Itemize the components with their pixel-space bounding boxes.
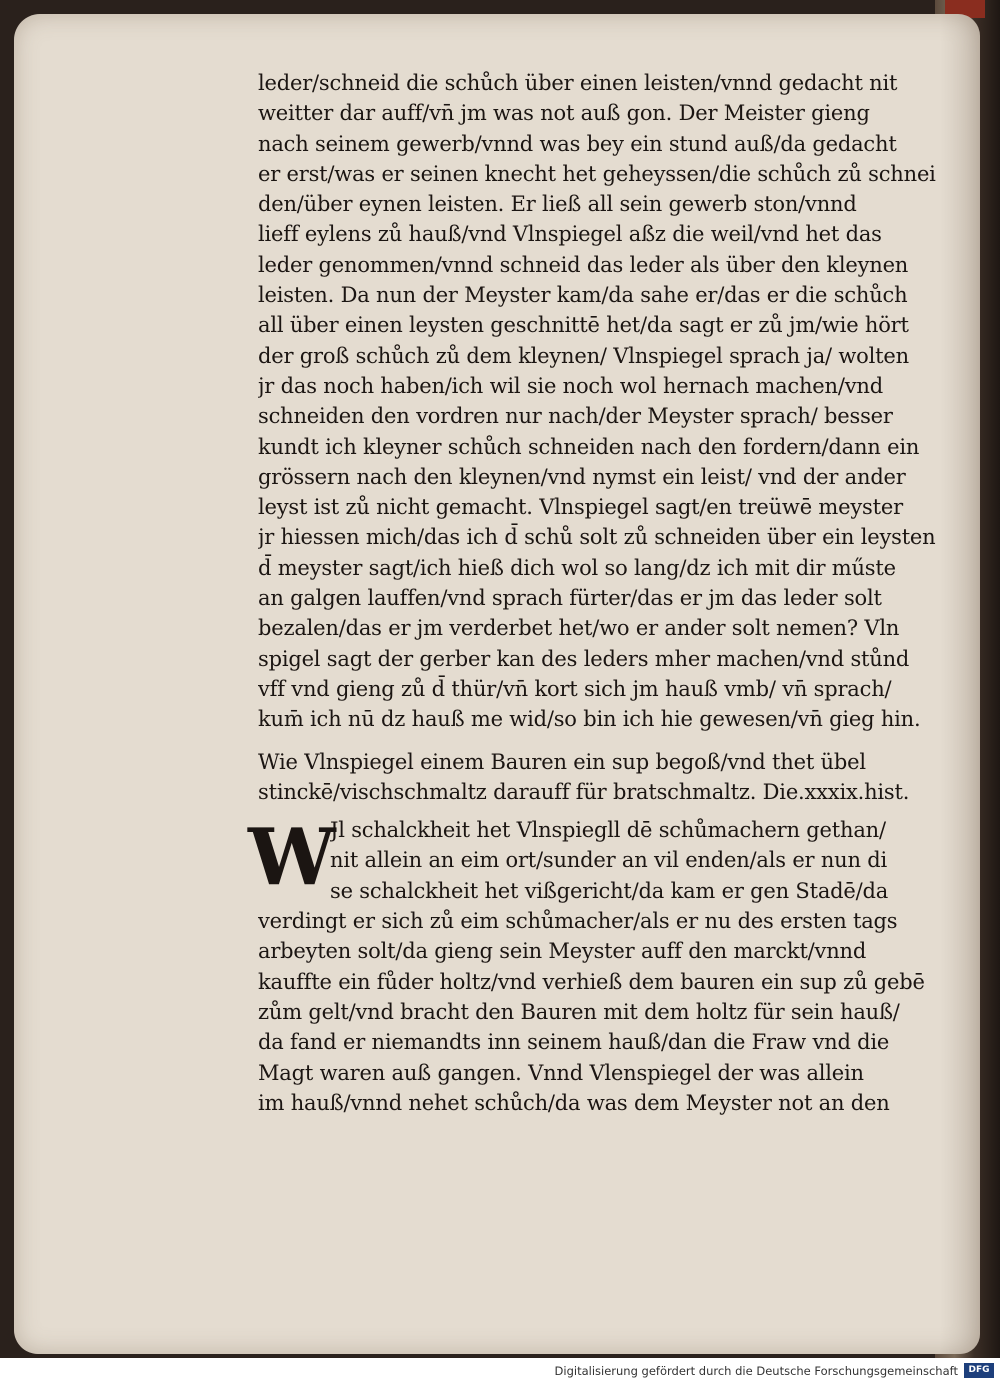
text-line: kum̄ ich nū dz hauß me wid/so bin ich hie gewesen/vn̄ gieg hin. bbox=[258, 707, 921, 732]
text-line: bezalen/das er jm verderbet het/wo er ander solt nemen? Vln bbox=[258, 616, 900, 641]
story-indented-lines bbox=[258, 815, 948, 906]
text-line: der groß schůch zů dem kleynen/ Vlnspiegel sprach ja/ wolten bbox=[258, 343, 909, 368]
funding-credit: Digitalisierung gefördert durch die Deutsche Forschungsgemeinschaft bbox=[554, 1364, 958, 1378]
story-lines bbox=[258, 906, 948, 1118]
text-line: jr hiessen mich/das ich d̄ schů solt zů schneiden über ein leysten bbox=[258, 525, 936, 550]
text-line: da fand er niemandts inn seinem hauß/dan die Fraw vnd die bbox=[258, 1030, 890, 1055]
text-line: nit allein an eim ort/sunder an vil enden/als er nun di bbox=[330, 848, 888, 873]
text-line: schneiden den vordren nur nach/der Meyster sprach/ besser bbox=[258, 404, 893, 429]
text-line: leisten. Da nun der Meyster kam/da sahe er/das er die schůch bbox=[258, 283, 908, 308]
footer-bar bbox=[0, 1358, 1000, 1384]
text-line: leder/schneid die schůch über einen leisten/vnnd gedacht nit bbox=[258, 71, 898, 95]
text-line: er erst/was er seinen knecht het geheyssen/die schůch zů schnei bbox=[258, 161, 936, 186]
text-line: an galgen lauffen/vnd sprach fürter/das er jm das leder solt bbox=[258, 586, 882, 611]
text-line: nach seinem gewerb/vnnd was bey ein stund auß/da gedacht bbox=[258, 131, 897, 156]
text-line: den/über eynen leisten. Er ließ all sein gewerb ston/vnnd bbox=[258, 192, 857, 217]
dfg-logo: DFG bbox=[964, 1363, 994, 1378]
text-line: zům gelt/vnd bracht den Bauren mit dem holtz für sein hauß/ bbox=[258, 999, 900, 1024]
text-line: weitter dar auff/vn̄ jm was not auß gon. Der Meister gieng bbox=[258, 101, 870, 126]
text-line: verdingt er sich zů eim schůmacher/als er nu des ersten tags bbox=[258, 909, 898, 934]
text-line: Wie Vlnspiegel einem Bauren ein sup begoß/vnd thet übel bbox=[258, 749, 866, 774]
text-line: grössern nach den kleynen/vnd nymst ein leist/ vnd der ander bbox=[258, 464, 906, 489]
text-line: jr das noch haben/ich wil sie noch wol hernach machen/vnd bbox=[258, 373, 883, 398]
text-line: arbeyten solt/da gieng sein Meyster auff den marckt/vnnd bbox=[258, 939, 867, 964]
text-line: leder genommen/vnnd schneid das leder als über den kleynen bbox=[258, 252, 909, 277]
body-paragraph bbox=[258, 68, 948, 735]
text-line: Magt waren auß gangen. Vnnd Vlenspiegel der was allein bbox=[258, 1060, 864, 1085]
chapter-heading bbox=[258, 747, 948, 808]
text-line: leyst ist zů nicht gemacht. Vlnspiegel sagt/en treüwē meyster bbox=[258, 495, 903, 520]
story-paragraph bbox=[248, 812, 948, 1118]
text-line: all über einen leysten geschnittē het/da sagt er zů jm/wie hört bbox=[258, 313, 909, 338]
decorated-initial: W bbox=[248, 812, 336, 904]
text-line: stinckē/vischschmaltz darauff für bratschmaltz. Die.xxxix.hist. bbox=[258, 779, 910, 804]
text-line: se schalckheit het vißgericht/da kam er gen Stadē/da bbox=[330, 878, 889, 903]
text-line: d̄ meyster sagt/ich hieß dich wol so lang/dz ich mit dir műste bbox=[258, 555, 896, 580]
text-line: lieff eylens zů hauß/vnd Vlnspiegel aßz die weil/vnd het das bbox=[258, 222, 882, 247]
page-text bbox=[248, 68, 948, 1118]
text-line: kundt ich kleyner schůch schneiden nach den fordern/dann ein bbox=[258, 434, 920, 459]
text-line: kauffte ein fůder holtz/vnd verhieß dem bauren ein sup zů gebē bbox=[258, 969, 925, 994]
text-line: Jl schalckheit het Vlnspiegll dē schůmachern gethan/ bbox=[330, 818, 886, 843]
text-line: im hauß/vnnd nehet schůch/da was dem Meyster not an den bbox=[258, 1090, 890, 1115]
text-line: vff vnd gieng zů d̄ thür/vn̄ kort sich jm hauß vmb/ vn̄ sprach/ bbox=[258, 676, 892, 701]
text-line: spigel sagt der gerber kan des leders mher machen/vnd stůnd bbox=[258, 646, 910, 671]
